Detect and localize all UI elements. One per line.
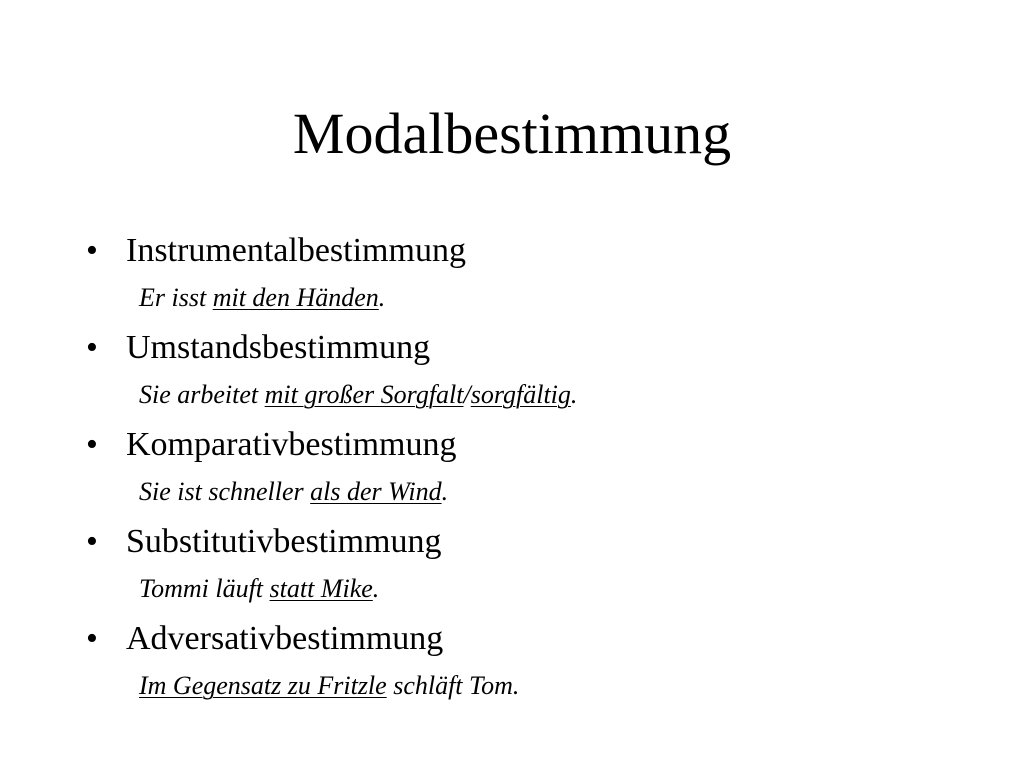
term-label: Adversativbestimmung — [126, 620, 444, 657]
bullet-icon: • — [86, 329, 98, 366]
example-sentence — [139, 378, 577, 412]
example-text: / — [463, 380, 471, 409]
example-sentence — [139, 475, 448, 509]
bullet-icon: • — [86, 523, 98, 560]
slide-title: Modalbestimmung — [292, 101, 732, 166]
example-text: . — [372, 574, 380, 603]
example-highlight: Im Gegensatz zu Fritzle — [139, 671, 387, 700]
example-text: Tommi läuft — [139, 574, 270, 603]
example-sentence — [139, 572, 379, 606]
term-label: Substitutivbestimmung — [126, 523, 442, 560]
example-sentence — [139, 669, 519, 703]
list-item — [0, 228, 1024, 325]
example-text: schläft Tom. — [386, 671, 520, 700]
example-text: Sie arbeitet — [139, 380, 265, 409]
bullet-icon: • — [86, 620, 98, 657]
example-text: . — [570, 380, 578, 409]
bullet-list — [0, 228, 1024, 713]
list-item — [0, 325, 1024, 422]
term-label: Umstandsbestimmung — [126, 329, 431, 366]
example-text: . — [378, 283, 386, 312]
bullet-icon: • — [86, 232, 98, 269]
example-highlight: sorgfältig — [470, 380, 571, 409]
example-highlight: mit den Händen — [212, 283, 379, 312]
term-label: Komparativbestimmung — [126, 426, 457, 463]
term-label: Instrumentalbestimmung — [126, 232, 466, 269]
example-highlight: statt Mike — [269, 574, 373, 603]
example-text: Er isst — [139, 283, 213, 312]
example-sentence — [139, 281, 385, 315]
example-text: . — [441, 477, 449, 506]
example-highlight: als der Wind — [310, 477, 442, 506]
example-text: Sie ist schneller — [139, 477, 311, 506]
example-highlight: mit großer Sorgfalt — [264, 380, 464, 409]
list-item — [0, 422, 1024, 519]
list-item — [0, 616, 1024, 713]
list-item — [0, 519, 1024, 616]
bullet-icon: • — [86, 426, 98, 463]
